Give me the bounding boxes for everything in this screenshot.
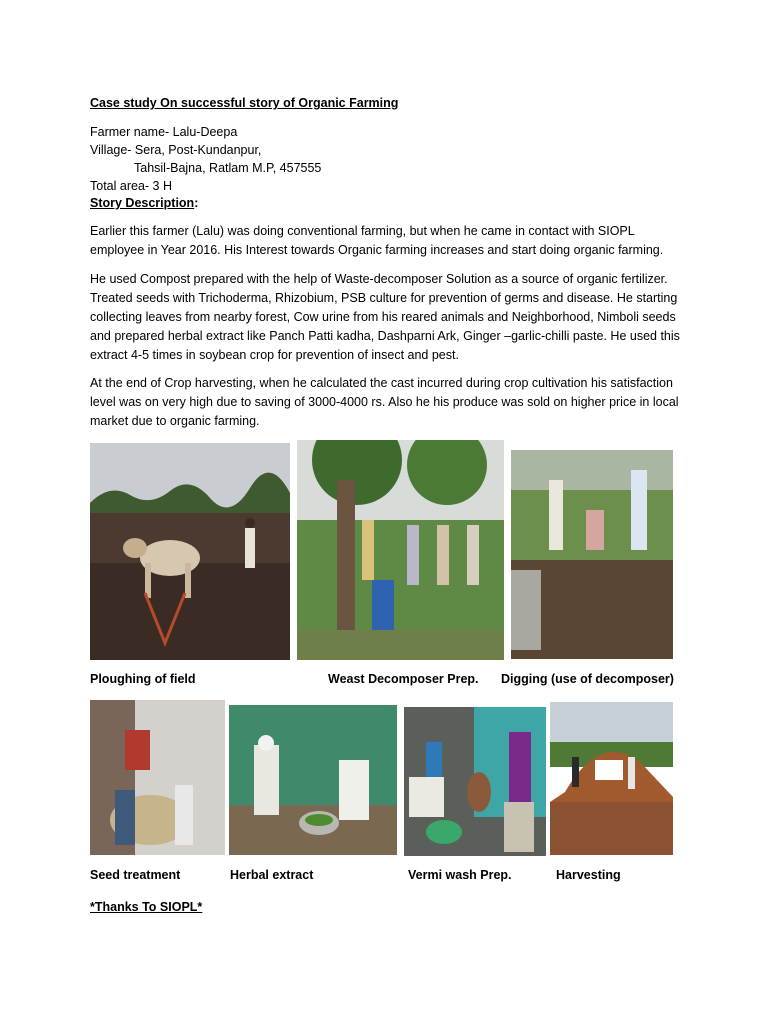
story-heading-colon: :: [194, 196, 199, 210]
caption-harvesting: Harvesting: [556, 868, 621, 882]
total-area: Total area- 3 H: [90, 179, 172, 193]
decomposer-prep-photo: [297, 440, 504, 660]
caption-ploughing: Ploughing of field: [90, 672, 196, 686]
tehsil-line: Tahsil-Bajna, Ratlam M.P, 457555: [134, 161, 322, 175]
harvesting-photo: [550, 702, 673, 855]
thanks-footer: *Thanks To SIOPL*: [90, 900, 203, 914]
digging-photo: [511, 450, 673, 659]
story-paragraph-1: Earlier this farmer (Lalu) was doing conventional farming, but when he came in contact with SIOPL employee in Year 2016. His Interest towards Organic farming increases and start doing organic farming.: [90, 224, 664, 257]
farmer-name: Farmer name- Lalu-Deepa: [90, 125, 238, 139]
seed-treatment-photo: [90, 700, 225, 855]
caption-seed-treatment: Seed treatment: [90, 868, 181, 882]
story-paragraph-3: At the end of Crop harvesting, when he calculated the cast incurred during crop cultivation his satisfaction level was on very high due to saving of 3000-4000 rs. Also he his produce was sold on higher price in local market due to organic farming.: [90, 376, 679, 428]
caption-vermi-wash: Vermi wash Prep.: [408, 868, 512, 882]
village-line: Village- Sera, Post-Kundanpur,: [90, 143, 262, 157]
caption-decomposer: Weast Decomposer Prep.: [328, 672, 479, 686]
story-heading: Story Description: [90, 196, 195, 210]
herbal-extract-photo: [229, 705, 397, 855]
story-heading-row: [90, 194, 198, 212]
story-paragraph-2: He used Compost prepared with the help of Waste-decomposer Solution as a source of organic fertilizer. Treated seeds with Trichoderma, Rhizobium, PSB culture for prevention of germs and disease. He starting collecting leaves from nearby forest, Cow urine from his reared animals and Neighborhood, Nimboli seeds and prepared herbal extract like Panch Patti kadha, Dashparni Ark, Ginger –garlic-chilli paste. He used this extract 4-5 times in soybean crop for prevention of insect and pest.: [90, 272, 680, 362]
document-title: Case study On successful story of Organic Farming: [90, 96, 399, 110]
caption-digging: Digging (use of decomposer): [501, 672, 674, 686]
caption-herbal-extract: Herbal extract: [230, 868, 314, 882]
vermi-wash-photo: [404, 707, 546, 856]
ploughing-photo: [90, 443, 290, 660]
